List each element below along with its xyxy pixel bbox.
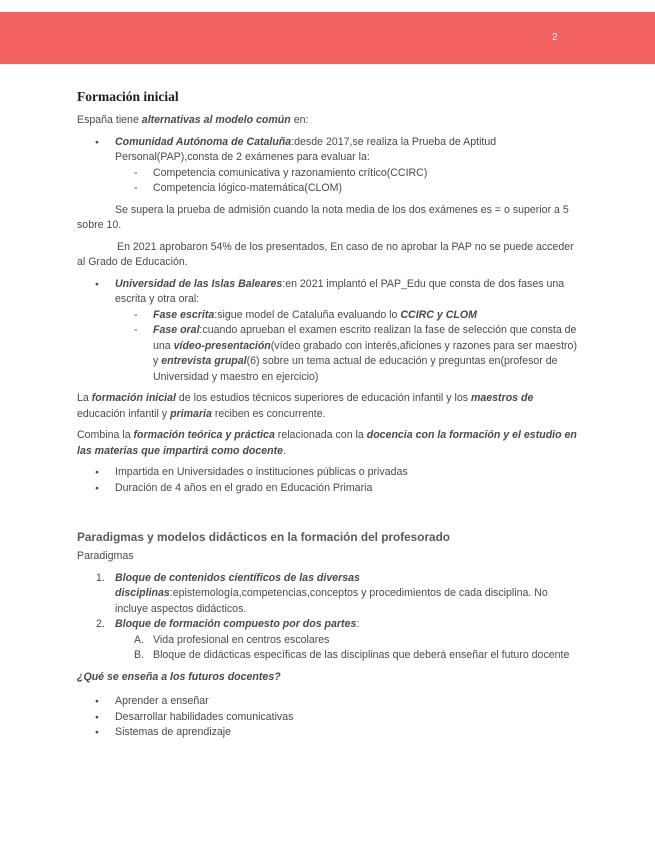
combina-paragraph: Combina la formación teórica y práctica relacionada con la docencia con la formación y el estudio en las materias que impartirá como docente. [77,429,577,457]
list-item: ● Duración de 4 años en el grado en Educación Primaria [115,481,577,497]
list-item: ● Aprender a enseñar [115,694,577,710]
list-item: A. Vida profesional en centros escolares [134,633,330,646]
teach-list [77,694,577,741]
fases-list [115,308,577,386]
formacion-paragraph: La formación inicial de los estudios técnicos superiores de educación infantil y los maestros de educación infantil y primaria reciben es concurrente. [77,392,534,420]
pass-paragraph: Se supera la prueba de admisión cuando la nota media de los dos exámenes es = o superior a 5 sobre 10. [77,203,569,231]
paradigmas-list [77,571,577,664]
competencias-list [115,166,577,197]
list-item: B. Bloque de didácticas específicas de las disciplinas que deberá enseñar el futuro docente [134,649,570,661]
regions-list [77,135,577,197]
list-item-cataluna: ● Comunidad Autónoma de Cataluña:desde 2017,se realiza la Prueba de Aptitud Personal(PAP),consta de 2 exámenes para evaluar la: - Competencia comunicativa y razonamiento crítico(CCIRC) - Competencia lógico-matemática(CLOM) [115,135,577,197]
list-item: ● Impartida en Universidades o instituciones públicas o privadas [115,465,577,481]
list-item-baleares: ● Universidad de las Islas Baleares:en 2021 implantó el PAP_Edu que consta de dos fases una escrita y otra oral: - Fase escrita:sigue model de Cataluña evaluando lo CCIRC y CLOM - Fase oral:cuando aprueban el examen escrito realizan la fase de selección que consta de una vídeo-presentación(vídeo grabado con interés,aficiones y razones para ser maestro) y entrevista grupal(6) sobre un tema actual de educación y preguntas en(profesor de Universidad y maestro en ejercicio) [115,277,577,386]
list-item: - Competencia comunicativa y razonamiento crítico(CCIRC) [153,166,577,182]
partes-list [115,633,577,664]
question-heading: ¿Qué se enseña a los futuros docentes? [77,670,281,683]
page-number: 2 [552,32,558,43]
list-item: ● Desarrollar habilidades comunicativas [115,710,577,726]
list-item-bloque-contenidos: 1. Bloque de contenidos científicos de las diversas disciplinas:epistemología,competencias,conceptos y procedimientos de cada disciplina. No incluye aspectos didácticos. [96,571,548,615]
section-title-paradigmas: Paradigmas y modelos didácticos en la formación del profesorado [77,530,451,544]
baleares-list [77,277,577,386]
document-body [77,88,577,747]
intro-paragraph: España tiene alternativas al modelo común en: [77,114,309,126]
list-item-fase-escrita: - Fase escrita:sigue model de Cataluña evaluando lo CCIRC y CLOM [153,308,577,324]
list-item: - Competencia lógico-matemática(CLOM) [153,181,577,197]
list-item: ● Sistemas de aprendizaje [115,725,577,741]
grado-list [77,465,577,496]
list-item-bloque-formacion: 2. Bloque de formación compuesto por dos partes: A. Vida profesional en centros escolares B. Bloque de didácticas específicas de las disciplinas que deberá enseñar el futuro docente [115,617,577,664]
results-2021-paragraph: En 2021 aprobaron 54% de los presentados, En caso de no aprobar la PAP no se puede acceder al Grado de Educación. [77,240,574,268]
list-item-fase-oral: - Fase oral:cuando aprueban el examen escrito realizan la fase de selección que consta de una vídeo-presentación(vídeo grabado con interés,aficiones y razones para ser maestro) y entrevista grupal(6) sobre un tema actual de educación y preguntas en(profesor de Universidad y maestro en ejercicio) [153,323,577,385]
section-title-formacion-inicial: Formación inicial [77,89,179,104]
paradigmas-label: Paradigmas [77,550,134,562]
